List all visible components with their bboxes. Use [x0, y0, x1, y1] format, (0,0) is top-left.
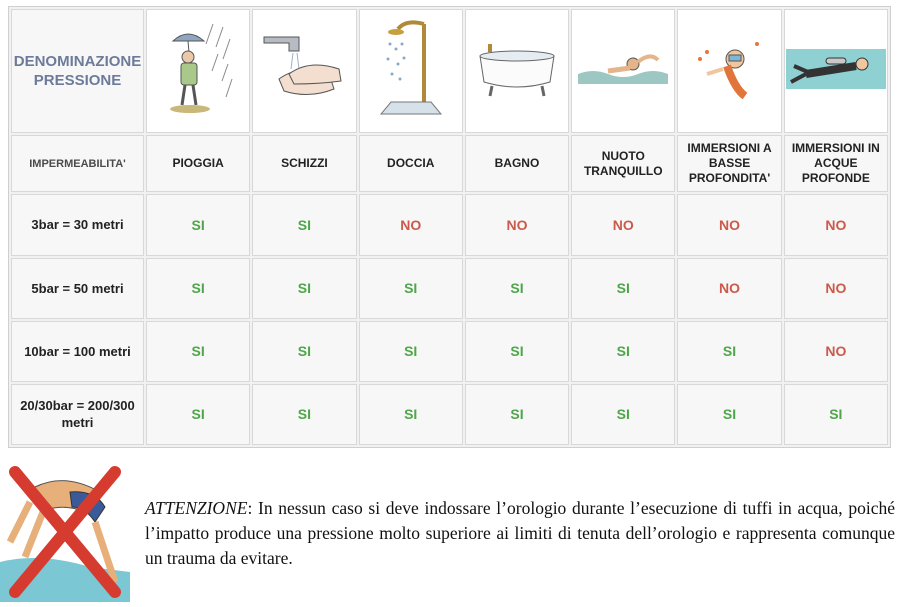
table-cell: NO — [359, 194, 463, 255]
washing-hands-icon — [252, 9, 356, 133]
column-header: IMMERSIONI A BASSE PROFONDITA' — [677, 135, 781, 192]
table-cell: SI — [252, 258, 356, 319]
table-cell: SI — [146, 384, 250, 445]
snorkel-diver-icon — [677, 9, 781, 133]
table-cell: NO — [784, 321, 888, 382]
table-cell: SI — [465, 321, 569, 382]
table-row — [11, 194, 888, 255]
table-cell: NO — [571, 194, 675, 255]
row-label: 10bar = 100 metri — [11, 321, 144, 382]
table-cell: NO — [677, 194, 781, 255]
table-cell: SI — [571, 321, 675, 382]
table-cell: SI — [784, 384, 888, 445]
row-header-label: IMPERMEABILITA' — [11, 135, 144, 192]
table-cell: SI — [359, 384, 463, 445]
column-header: IMMERSIONI IN ACQUE PROFONDE — [784, 135, 888, 192]
table-row — [11, 384, 888, 445]
table-cell: SI — [146, 258, 250, 319]
bathtub-icon — [465, 9, 569, 133]
table-cell: NO — [465, 194, 569, 255]
table-cell: NO — [784, 194, 888, 255]
table-cell: NO — [677, 258, 781, 319]
warning-text: : In nessun caso si deve indossare l’orologio durante l’esecuzione di tuffi in acqua, poiché l’impatto produce una pressione molto superiore ai limiti di tenuta dell’orologio e rappresenta comunque un trauma da evitare. — [145, 498, 895, 568]
shower-icon — [359, 9, 463, 133]
table-cell: SI — [146, 194, 250, 255]
table-cell: SI — [571, 258, 675, 319]
column-header: DOCCIA — [359, 135, 463, 192]
table-cell: SI — [359, 321, 463, 382]
rain-person-icon — [146, 9, 250, 133]
column-header: SCHIZZI — [252, 135, 356, 192]
column-header: NUOTO TRANQUILLO — [571, 135, 675, 192]
column-header: PIOGGIA — [146, 135, 250, 192]
table-cell: SI — [146, 321, 250, 382]
no-diving-icon — [0, 462, 130, 602]
table-cell: SI — [677, 321, 781, 382]
corner-label: DENOMINAZIONE PRESSIONE — [11, 9, 144, 133]
table-cell: SI — [252, 194, 356, 255]
table-cell: SI — [571, 384, 675, 445]
water-resistance-table — [8, 6, 891, 448]
scuba-diver-icon — [784, 9, 888, 133]
table-cell: SI — [359, 258, 463, 319]
row-label: 3bar = 30 metri — [11, 194, 144, 255]
table-cell: SI — [252, 384, 356, 445]
table-cell: NO — [784, 258, 888, 319]
table-cell: SI — [465, 258, 569, 319]
table-row — [11, 321, 888, 382]
table-row — [11, 258, 888, 319]
warning-lead: ATTENZIONE — [145, 498, 248, 518]
swimmer-icon — [571, 9, 675, 133]
table-cell: SI — [252, 321, 356, 382]
table-cell: SI — [465, 384, 569, 445]
column-header: BAGNO — [465, 135, 569, 192]
row-label: 20/30bar = 200/300 metri — [11, 384, 144, 445]
table-cell: SI — [677, 384, 781, 445]
row-label: 5bar = 50 metri — [11, 258, 144, 319]
warning-note — [145, 496, 895, 571]
